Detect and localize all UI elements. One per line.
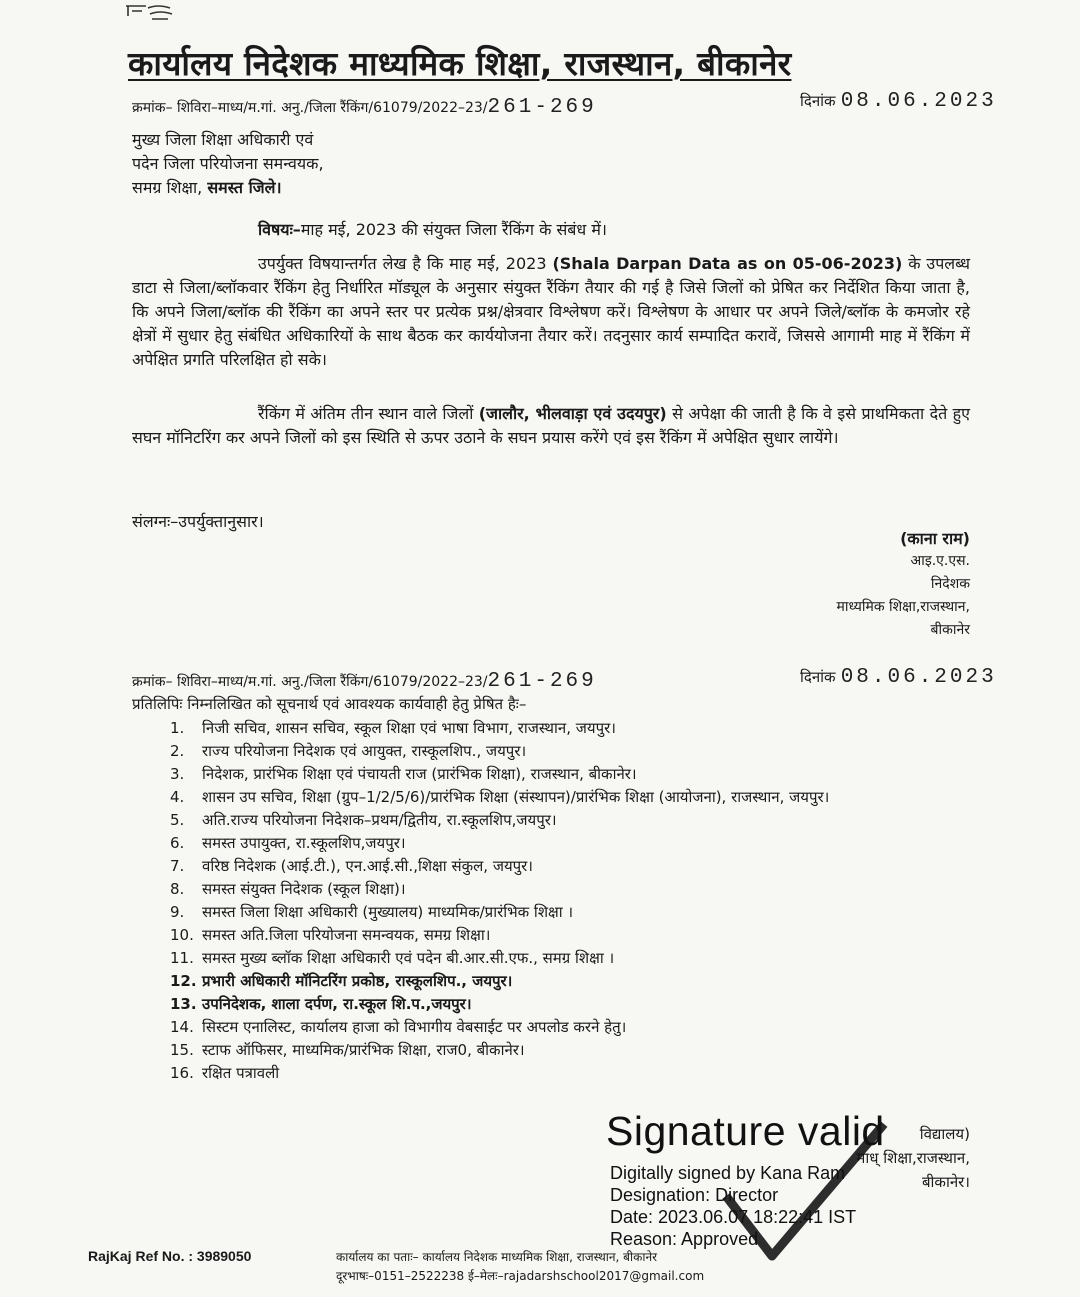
copy-recipient-item: [170, 993, 990, 1016]
reference-number: 261-269: [487, 96, 597, 119]
signatory-name: (काना राम): [900, 529, 970, 548]
signatory-dept: माध्यमिक शिक्षा,राजस्थान,: [836, 599, 970, 615]
date-line: [800, 90, 997, 113]
subject-label: विषयः–: [258, 220, 301, 239]
reference-line: [132, 96, 597, 119]
item-number: 8.: [170, 880, 185, 898]
item-number: 11.: [170, 949, 194, 967]
subject-text: माह मई, 2023 की संयुक्त जिला रैंकिंग के संबंध में।: [300, 220, 607, 239]
signatory-block: [836, 527, 970, 642]
item-text: उपनिदेशक, शाला दर्पण, रा.स्कूल शि.प.,जयपुर।: [202, 995, 472, 1013]
copy-recipient-item: [170, 855, 990, 878]
body-paragraph-2: रैंकिंग में अंतिम तीन स्थान वाले जिलों (जालौर, भीलवाड़ा एवं उदयपुर) से अपेक्षा की जाती है कि वे इसे प्राथमिकता देते हुए सघन मॉनिटरिंग कर अपने जिलों को इस स्थिति से ऊपर उठाने के सघन प्रयास करेंगे एवं इस रैंकिंग में अपेक्षित सुधार लायेंगे।: [132, 404, 970, 447]
item-text: समस्त मुख्य ब्लॉक शिक्षा अधिकारी एवं पदेन बी.आर.सी.एफ., समग्र शिक्षा ।: [202, 949, 615, 967]
stamp-line: माध् शिक्षा,राजस्थान,: [856, 1149, 970, 1167]
item-number: 15.: [170, 1041, 194, 1059]
item-text: समस्त संयुक्त निदेशक (स्कूल शिक्षा)।: [202, 880, 406, 898]
item-text: निदेशक, प्रारंभिक शिक्षा एवं पंचायती राज (प्रारंभिक शिक्षा), राजस्थान, बीकानेर।: [202, 765, 637, 783]
addressee-bold: समस्त जिले।: [207, 178, 282, 197]
copy-recipient-item: [170, 740, 990, 763]
copy-recipient-item: [170, 809, 990, 832]
body-paragraph-1: उपर्युक्त विषयान्तर्गत लेख है कि माह मई, 2023 (Shala Darpan Data as on 05-06-2023) के उपलब्ध डाटा से जिला/ब्लॉकवार रैंकिंग हेतु निर्धारित मॉड्यूल के अनुसार संयुक्त रैंकिंग तैयार की गई है जिसे जिलों को प्रेषित कर निर्देशित किया जाता है, कि अपने जिला/ब्लॉक की रैंकिंग का अपने स्तर पर प्रत्येक प्रश्न/क्षेत्रवार विश्लेषण करें। विश्लेषण के आधार पर अपने जिले/ब्लॉक के कमजोर रहे क्षेत्रों में सुधार हेतु संबंधित अधिकारियों के साथ बैठक कर कार्ययोजना तैयार करें। तदनुसार कार्य सम्पादित करावें, जिससे आगामी माह में रैंकिंग में अपेक्षित प्रगति परिलक्षित हो सके।: [132, 254, 971, 369]
subject-line: [258, 218, 607, 240]
signatory-post: निदेशक: [930, 576, 970, 592]
copy-recipient-item: [170, 763, 990, 786]
copy-date-label: दिनांक: [800, 668, 836, 686]
copy-reference-prefix: क्रमांक– शिविरा–माध्य/म.गां. अनु./जिला रैंकिंग/61079/2022–23/: [132, 674, 488, 690]
item-number: 4.: [170, 788, 185, 806]
copy-recipient-item: [170, 924, 990, 947]
signed-by: Digitally signed by Kana Ram: [610, 1163, 846, 1183]
signer-designation: Designation: Director: [610, 1185, 779, 1205]
copy-recipient-item: [170, 970, 990, 993]
digital-signature-details: [610, 1162, 856, 1250]
item-number: 10.: [170, 926, 194, 944]
item-text: वरिष्ठ निदेशक (आई.टी.), एन.आई.सी.,शिक्षा संकुल, जयपुर।: [202, 857, 533, 875]
item-text: समस्त उपायुक्त, रा.स्कूलशिप,जयपुर।: [202, 834, 406, 852]
item-number: 2.: [170, 742, 185, 760]
addressee-block: [132, 128, 324, 200]
enclosure-note: संलग्नः–उपर्युक्तानुसार।: [132, 512, 264, 531]
copy-date-value: 08.06.2023: [840, 666, 997, 689]
item-text: शासन उप सचिव, शिक्षा (ग्रुप–1/2/5/6)/प्रारंभिक शिक्षा (संस्थापन)/प्रारंभिक शिक्षा (आयोजना), राजस्थान, जयपुर।: [202, 788, 830, 806]
copy-recipient-item: [170, 717, 990, 740]
copy-recipient-list: [170, 717, 990, 1085]
copy-reference-number: 261-269: [487, 670, 597, 693]
item-number: 5.: [170, 811, 185, 829]
item-number: 12.: [170, 972, 197, 990]
stamp-line: विद्यालय): [919, 1125, 970, 1143]
copy-recipient-item: [170, 832, 990, 855]
item-number: 16.: [170, 1064, 194, 1082]
office-title: कार्यालय निदेशक माध्यमिक शिक्षा, राजस्थान, बीकानेर: [128, 44, 792, 83]
item-number: 7.: [170, 857, 185, 875]
signature-reason: Reason: Approved: [610, 1229, 759, 1249]
item-text: राज्य परियोजना निदेशक एवं आयुक्त, रास्कूलशिप., जयपुर।: [202, 742, 527, 760]
item-text: प्रभारी अधिकारी मॉनिटरिंग प्रकोष्ठ, रास्कूलशिप., जयपुर।: [202, 972, 513, 990]
district-names: (जालौर, भीलवाड़ा एवं उदयपुर): [478, 404, 667, 423]
signature-valid-title: Signature valid: [606, 1108, 885, 1154]
item-number: 9.: [170, 903, 185, 921]
copy-intro: प्रतिलिपिः निम्नलिखित को सूचनार्थ एवं आवश्यक कार्यवाही हेतु प्रेषित हैः–: [132, 695, 527, 713]
item-text: सिस्टम एनालिस्ट, कार्यालय हाजा को विभागीय वेबसाईट पर अपलोड करने हेतु।: [202, 1018, 627, 1036]
rajkaj-reference: RajKaj Ref No. : 3989050: [88, 1248, 252, 1264]
copy-recipient-item: [170, 1039, 990, 1062]
item-number: 14.: [170, 1018, 194, 1036]
office-footer: [336, 1248, 704, 1286]
item-text: निजी सचिव, शासन सचिव, स्कूल शिक्षा एवं भाषा विभाग, राजस्थान, जयपुर।: [202, 719, 616, 737]
addressee-line: मुख्य जिला शिक्षा अधिकारी एवं: [132, 130, 314, 149]
signature-date: Date: 2023.06.07 18:22:41 IST: [610, 1207, 857, 1227]
copy-recipient-item: [170, 786, 990, 809]
reference-prefix: क्रमांक– शिविरा–माध्य/म.गां. अनु./जिला रैंकिंग/61079/2022–23/: [132, 100, 488, 116]
item-number: 1.: [170, 719, 185, 737]
stamp-line: बीकानेर।: [921, 1173, 970, 1191]
item-number: 6.: [170, 834, 185, 852]
addressee-line: समग्र शिक्षा, समस्त जिले।: [132, 178, 282, 197]
copy-recipient-item: [170, 947, 990, 970]
item-text: अति.राज्य परियोजना निदेशक–प्रथम/द्वितीय, रा.स्कूलशिप,जयपुर।: [202, 811, 557, 829]
signatory-service: आइ.ए.एस.: [910, 553, 970, 569]
signatory-city: बीकानेर: [930, 622, 970, 638]
item-number: 13.: [170, 995, 197, 1013]
copy-recipient-item: [170, 1062, 990, 1085]
data-source-note: (Shala Darpan Data as on 05-06-2023): [552, 254, 903, 273]
footer-address: कार्यालय का पताः– कार्यालय निदेशक माध्यमिक शिक्षा, राजस्थान, बीकानेर: [336, 1250, 658, 1264]
item-number: 3.: [170, 765, 185, 783]
copy-recipient-item: [170, 878, 990, 901]
department-logo-mark: [118, 2, 178, 22]
date-value: 08.06.2023: [840, 90, 997, 113]
copy-reference-line: [132, 670, 597, 693]
footer-contact: दूरभाषः–0151–2522238 ई–मेलः–rajadarshschool2017@gmail.com: [336, 1269, 705, 1283]
addressee-line: पदेन जिला परियोजना समन्वयक,: [132, 154, 324, 173]
item-text: समस्त जिला शिक्षा अधिकारी (मुख्यालय) माध्यमिक/प्रारंभिक शिक्षा ।: [202, 903, 574, 921]
item-text: समस्त अति.जिला परियोजना समन्वयक, समग्र शिक्षा।: [202, 926, 491, 944]
copy-recipient-item: [170, 901, 990, 924]
copy-date-line: [800, 666, 997, 689]
item-text: स्टाफ ऑफिसर, माध्यमिक/प्रारंभिक शिक्षा, राज0, बीकानेर।: [202, 1041, 525, 1059]
date-label: दिनांक: [800, 92, 836, 110]
item-text: रक्षित पत्रावली: [202, 1064, 280, 1082]
copy-recipient-item: [170, 1016, 990, 1039]
